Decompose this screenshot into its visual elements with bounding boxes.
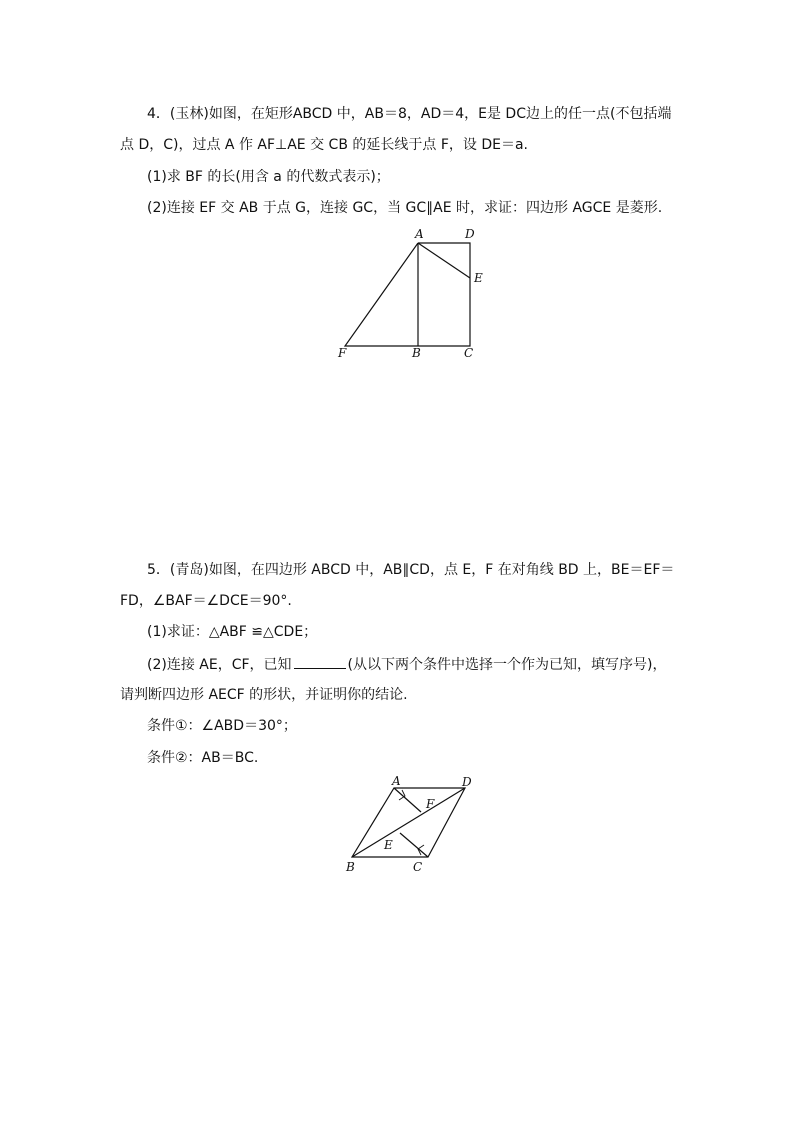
problem4-line2: 点 D，C)，过点 A 作 AF⊥AE 交 CB 的延长线于点 F，设 DE＝a. — [120, 137, 528, 153]
label5-F: F — [426, 797, 435, 811]
problem5-part2-after: (从以下两个条件中选择一个作为已知，填写序号)， — [347, 657, 667, 673]
problem5-part1: (1)求证：△ABF ≌△CDE； — [147, 624, 318, 640]
problem4-line1: 4．(玉林)如图，在矩形ABCD 中，AB＝8，AD＝4，E是 DC边上的任一点(不包括端 — [147, 106, 672, 122]
problem5-figure-lines — [352, 788, 465, 857]
problem4-part2: (2)连接 EF 交 AB 于点 G，连接 GC，当 GC∥AE 时，求证：四边形 AGCE 是菱形. — [147, 200, 663, 216]
label-A: A — [415, 227, 424, 241]
problem5-cond1: 条件①：∠ABD＝30°； — [147, 718, 297, 734]
label-F: F — [338, 346, 347, 360]
label-D: D — [465, 227, 475, 241]
label5-C: C — [413, 860, 423, 874]
problem5-line2: FD，∠BAF＝∠DCE＝90°. — [120, 593, 292, 609]
problem4-part1: (1)求 BF 的长(用含 a 的代数式表示)； — [147, 169, 390, 185]
label-C: C — [464, 346, 474, 360]
label-B: B — [412, 346, 421, 360]
label5-A: A — [392, 774, 401, 788]
label5-E: E — [384, 838, 393, 852]
problem5-cond2: 条件②：AB＝BC. — [147, 750, 259, 766]
problem5-part2-line2: 请判断四边形 AECF 的形状，并证明你的结论. — [120, 687, 408, 703]
problem5-part2-before: (2)连接 AE，CF，已知 — [147, 657, 292, 673]
label5-B: B — [346, 860, 355, 874]
label-E: E — [474, 271, 483, 285]
problem5-line1: 5．(青岛)如图，在四边形 ABCD 中，AB∥CD，点 E，F 在对角线 BD 上，BE＝EF＝ — [147, 562, 675, 578]
label5-D: D — [462, 775, 472, 789]
